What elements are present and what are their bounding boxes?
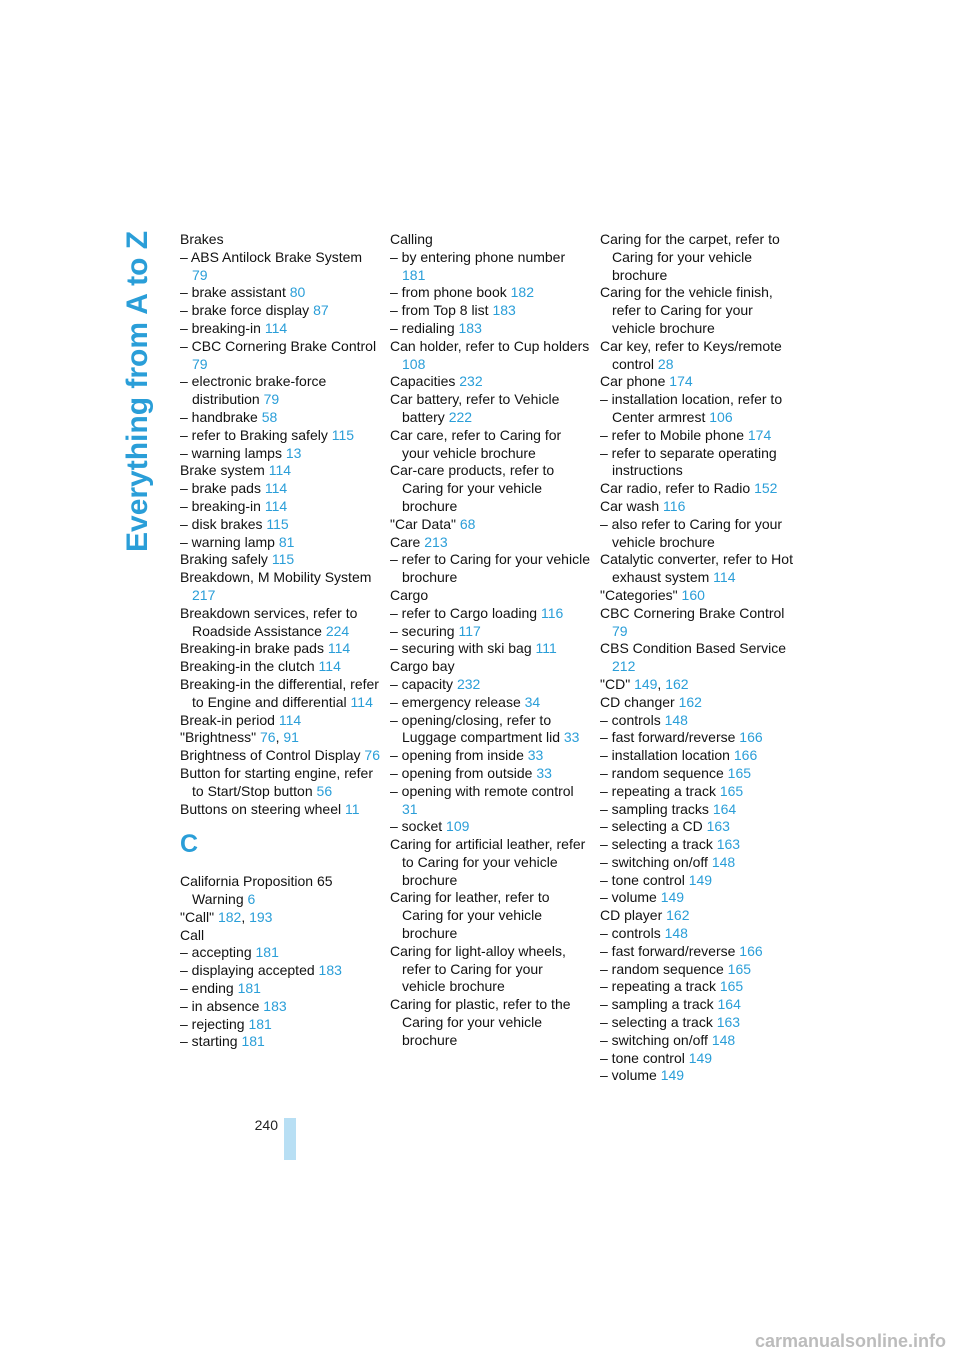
index-entry-text: – CBC Cornering Brake Control <box>180 337 377 354</box>
index-entry <box>600 996 800 1014</box>
index-entry-text: Buttons on steering wheel <box>180 800 342 817</box>
page-link[interactable]: 115 <box>266 515 289 532</box>
index-entry <box>600 640 800 676</box>
page-link[interactable]: 181 <box>241 1033 265 1050</box>
index-entry: "Brightness" 76, 91 <box>180 729 299 746</box>
page-link[interactable]: 166 <box>739 729 763 746</box>
index-entry <box>390 587 590 605</box>
index-entry <box>180 320 380 338</box>
index-entry-text: California Proposition 65 Warning <box>180 873 333 908</box>
index-entry-text: – volume <box>600 1067 657 1084</box>
index-entry-text: Car care, refer to Caring for your vehicle brochure <box>390 426 562 461</box>
index-entry <box>600 978 800 996</box>
index-entry <box>180 516 380 534</box>
index-column-1 <box>180 231 380 1051</box>
index-entry-text: – refer to Cargo loading <box>390 604 538 621</box>
page-link[interactable]: 91 <box>283 729 299 746</box>
page-link[interactable]: 79 <box>192 355 208 372</box>
index-entry-text: Car wash <box>600 497 660 514</box>
index-entry <box>600 907 800 925</box>
index-entry <box>180 747 380 765</box>
page-link[interactable]: 115 <box>331 426 355 443</box>
index-entry <box>180 658 380 676</box>
page-link[interactable]: 163 <box>716 836 741 853</box>
index-entry-text: Breakdown services, refer to Roadside Assistance <box>180 604 358 639</box>
page-link[interactable]: 33 <box>536 764 552 781</box>
index-entry <box>600 818 800 836</box>
index-entry <box>180 676 380 712</box>
page-link[interactable]: 13 <box>285 444 302 461</box>
index-entry-text: – brake pads <box>180 480 261 497</box>
index-entry-text: – from phone book <box>390 284 507 301</box>
index-entry <box>390 640 590 658</box>
index-entry <box>600 587 800 605</box>
index-entry-text: – refer to separate operating instructions <box>600 444 777 479</box>
index-entry <box>390 712 590 748</box>
index-entry-text: – switching on/off <box>600 853 708 870</box>
index-entry <box>180 962 380 980</box>
page-link[interactable]: 181 <box>255 944 279 961</box>
page-link[interactable]: 33 <box>527 747 544 764</box>
index-entry-text: – electronic brake-force distribution <box>180 373 327 408</box>
index-entry-text: – selecting a track <box>600 836 713 853</box>
index-entry <box>600 516 800 552</box>
index-entry <box>390 605 590 623</box>
index-entry-text: Caring for the carpet, refer to Caring for your vehicle brochure <box>600 231 780 283</box>
index-entry-text: – brake force display <box>180 302 310 319</box>
index-entry-text: Car phone <box>600 373 666 390</box>
index-entry <box>600 694 800 712</box>
index-entry <box>180 249 380 285</box>
index-entry-text: – refer to Caring for your vehicle brochure <box>390 551 590 586</box>
index-entry-text: – displaying accepted <box>180 962 315 979</box>
page-link[interactable]: 213 <box>424 533 448 550</box>
index-entry-text: – repeating a track <box>600 978 716 995</box>
index-entry-text: CD player <box>600 907 663 924</box>
page-link[interactable]: 114 <box>350 693 373 710</box>
index-entry-text: Caring for leather, refer to Caring for your vehicle brochure <box>390 889 550 942</box>
index-entry <box>180 373 380 409</box>
page-link[interactable]: 149 <box>660 889 685 906</box>
index-entry <box>390 694 590 712</box>
page-link[interactable]: 114 <box>264 319 288 336</box>
page-link[interactable]: 116 <box>663 497 686 514</box>
index-entry-text: Brake system <box>180 462 265 479</box>
index-entry <box>390 516 590 534</box>
page-link[interactable]: 11 <box>345 800 360 817</box>
page-link[interactable]: 68 <box>459 515 476 532</box>
index-entry <box>600 1050 800 1068</box>
index-entry-text: – securing <box>390 622 455 639</box>
index-entry-text: – volume <box>600 889 657 906</box>
index-entry-text: – socket <box>390 818 443 835</box>
index-entry <box>390 391 590 427</box>
index-entry-text: – random sequence <box>600 960 724 977</box>
index-entry <box>180 873 380 909</box>
index-entry-text: – breaking-in <box>180 497 261 514</box>
index-entry-text: Caring for artificial leather, refer to Caring for your vehicle brochure <box>390 836 586 888</box>
index-entry-text: – by entering phone number <box>390 248 566 265</box>
index-entry-text: "Brightness" <box>180 729 257 746</box>
page-link[interactable]: 174 <box>747 426 772 443</box>
page-link[interactable]: 149 <box>688 871 713 888</box>
index-entry-text: – breaking-in <box>180 319 261 336</box>
index-entry <box>390 676 590 694</box>
page-link[interactable]: 232 <box>456 675 481 692</box>
index-entry <box>180 927 380 945</box>
index-entry: "CD" 149, 162 <box>600 675 689 692</box>
page-link[interactable]: 109 <box>446 818 470 835</box>
index-entry-text: – capacity <box>390 675 454 692</box>
index-entry-text: – opening from inside <box>390 747 524 764</box>
page-link[interactable]: 162 <box>665 675 689 692</box>
index-entry <box>180 445 380 463</box>
page-link[interactable]: 182 <box>217 908 242 925</box>
index-entry-text: – warning lamp <box>180 533 275 550</box>
page-link[interactable]: 183 <box>263 997 287 1014</box>
index-entry <box>390 996 590 1049</box>
index-entry <box>600 338 800 374</box>
page-link[interactable]: 114 <box>278 711 302 728</box>
index-entry-text: Braking safely <box>180 551 268 568</box>
index-entry <box>600 231 800 284</box>
page-link[interactable]: 224 <box>325 622 350 639</box>
page-link[interactable]: 148 <box>664 711 688 728</box>
index-entry-text: Can holder, refer to Cup holders <box>390 337 590 354</box>
page-link[interactable]: 165 <box>727 960 752 977</box>
page-link[interactable]: 56 <box>316 782 333 799</box>
index-entry <box>600 605 800 641</box>
page-link[interactable]: 149 <box>688 1049 713 1066</box>
page-link[interactable]: 79 <box>263 391 280 408</box>
page-link[interactable]: 114 <box>264 497 288 514</box>
index-entry <box>600 872 800 890</box>
index-entry-text: – refer to Braking safely <box>180 426 328 443</box>
index-entry-text: Caring for plastic, refer to the Caring for your vehicle brochure <box>390 996 571 1048</box>
page-link[interactable]: 183 <box>318 962 342 979</box>
page-link[interactable]: 183 <box>458 319 482 336</box>
index-entry-text: – in absence <box>180 997 260 1014</box>
page-link[interactable]: 163 <box>706 818 730 835</box>
index-entry <box>390 231 590 249</box>
page-link[interactable]: 183 <box>492 302 516 319</box>
page-link[interactable]: 152 <box>754 480 778 497</box>
index-entry-text: – controls <box>600 925 661 942</box>
index-entry-text: – controls <box>600 711 661 728</box>
index-entry-text: – fast forward/reverse <box>600 942 736 959</box>
index-entry <box>180 534 380 552</box>
index-entry-text: – opening from outside <box>390 764 533 781</box>
page-link[interactable]: 114 <box>264 480 288 497</box>
index-entry <box>180 551 380 569</box>
index-entry-text: – fast forward/reverse <box>600 729 736 746</box>
page-link[interactable]: 162 <box>678 693 702 710</box>
index-entry <box>390 551 590 587</box>
index-entry-text: Brakes <box>180 231 224 247</box>
index-entry-text: – starting <box>180 1033 238 1050</box>
index-entry-text: CBS Condition Based Service <box>600 640 786 657</box>
index-entry-text: Car-care products, refer to Caring for your vehicle brochure <box>390 462 555 514</box>
page-link[interactable]: 108 <box>402 355 426 372</box>
page-link[interactable]: 117 <box>458 622 481 639</box>
index-entry-text: Caring for light-alloy wheels, refer to Caring for your vehicle brochure <box>390 942 566 995</box>
index-entry-text: – selecting a CD <box>600 818 703 835</box>
index-entry <box>180 498 380 516</box>
index-entry-text: – repeating a track <box>600 782 716 799</box>
page-link[interactable]: 182 <box>510 284 534 301</box>
index-entry-text: Car radio, refer to Radio <box>600 480 751 497</box>
index-entry <box>600 925 800 943</box>
index-entry <box>390 623 590 641</box>
page-link[interactable]: 181 <box>237 980 261 997</box>
index-entry <box>180 712 380 730</box>
index-entry-text: Caring for the vehicle finish, refer to Caring for your vehicle brochure <box>600 284 773 336</box>
index-entry <box>180 284 380 302</box>
index-entry-text: Call <box>180 926 205 943</box>
index-entry-text: – selecting a track <box>600 1014 713 1031</box>
index-entry-text: – emergency release <box>390 693 521 710</box>
index-column-3 <box>600 231 800 1085</box>
index-entry <box>390 765 590 783</box>
index-entry-text: – opening with remote control <box>390 782 574 799</box>
index-entry <box>180 427 380 445</box>
index-entry <box>600 1067 800 1085</box>
page-link[interactable]: 193 <box>249 908 273 925</box>
index-entry-text: Breaking-in the differential, refer to Engine and differential <box>180 675 379 710</box>
index-entry <box>600 498 800 516</box>
page-link[interactable]: 115 <box>271 551 295 568</box>
page-link[interactable]: 181 <box>248 1015 272 1032</box>
page-link[interactable]: 81 <box>278 533 295 550</box>
footer-watermark: carmanualsonline.info <box>754 1331 946 1351</box>
index-entry-text: Cargo <box>390 586 429 603</box>
index-entry-text: Cargo bay <box>390 658 455 675</box>
index-entry-text: – installation location, refer to Center armrest <box>600 391 783 425</box>
index-entry-text: "Categories" <box>600 586 678 603</box>
side-title: Everything from A to Z <box>121 230 154 552</box>
index-entry <box>180 569 380 605</box>
index-entry <box>390 249 590 285</box>
index-entry <box>600 783 800 801</box>
index-entry <box>390 836 590 889</box>
page-link[interactable]: 76 <box>259 729 276 746</box>
index-entry-text: Breaking-in the clutch <box>180 658 315 675</box>
index-entry <box>600 480 800 498</box>
index-entry-text: – brake assistant <box>180 284 286 301</box>
index-entry <box>390 373 590 391</box>
index-entry <box>390 783 590 819</box>
page-link[interactable]: 148 <box>711 853 736 870</box>
index-entry-text: Breakdown, M Mobility System <box>180 569 372 586</box>
page-link[interactable]: 114 <box>268 462 292 479</box>
index-entry-text: – tone control <box>600 871 685 888</box>
index-entry <box>600 1014 800 1032</box>
index-entry-text: Break-in period <box>180 711 275 728</box>
index-entry <box>180 1016 380 1034</box>
page-link[interactable]: 149 <box>660 1067 685 1084</box>
page-number-bar <box>284 1118 296 1160</box>
index-entry <box>390 658 590 676</box>
index-entry <box>390 427 590 463</box>
index-entry <box>180 944 380 962</box>
page-link[interactable]: 80 <box>289 284 306 301</box>
index-entry-text: "CD" <box>600 675 631 692</box>
index-entry-text: – refer to Mobile phone <box>600 426 744 443</box>
index-entry-text: – from Top 8 list <box>390 302 489 319</box>
page-link[interactable]: 164 <box>712 800 737 817</box>
page-link[interactable]: 165 <box>719 782 744 799</box>
index-entry <box>180 998 380 1016</box>
page-link[interactable]: 222 <box>448 408 473 425</box>
page-link[interactable]: 165 <box>719 978 744 995</box>
index-entry <box>390 747 590 765</box>
page-link[interactable]: 114 <box>327 640 351 657</box>
page-link[interactable]: 217 <box>192 586 216 603</box>
index-entry-text: Car key, refer to Keys/remote control <box>600 337 782 372</box>
page-link[interactable]: 166 <box>733 747 758 764</box>
page-link[interactable]: 162 <box>666 907 690 924</box>
page-link[interactable]: 181 <box>402 266 426 283</box>
index-entry-text: Catalytic converter, refer to Hot exhaust system <box>600 551 793 586</box>
page-link[interactable]: 114 <box>318 658 341 675</box>
index-entry <box>180 765 380 801</box>
index-entry <box>390 462 590 515</box>
page-link[interactable]: 87 <box>313 302 329 319</box>
index-entry <box>180 1033 380 1051</box>
page-link[interactable]: 58 <box>261 408 278 425</box>
page-link[interactable]: 79 <box>612 622 628 639</box>
index-entry <box>600 284 800 337</box>
index-entry-text: – random sequence <box>600 764 724 781</box>
index-entry: "Call" 182, 193 <box>180 908 273 925</box>
index-entry <box>180 231 380 249</box>
index-entry <box>600 729 800 747</box>
index-entry <box>180 462 380 480</box>
index-entry-text: – securing with ski bag <box>390 640 532 657</box>
page-link[interactable]: 76 <box>364 747 380 764</box>
index-entry <box>600 836 800 854</box>
index-entry <box>390 284 590 302</box>
index-entry-text: – accepting <box>180 944 252 961</box>
index-entry-text: Brightness of Control Display <box>180 747 361 764</box>
page-link[interactable]: 114 <box>713 569 736 586</box>
index-entry-text: Capacities <box>390 373 456 390</box>
index-entry <box>600 765 800 783</box>
page-link[interactable]: 79 <box>192 266 208 283</box>
index-entry-text: – sampling a track <box>600 996 714 1013</box>
index-entry <box>600 445 800 481</box>
page-link[interactable]: 148 <box>664 925 688 942</box>
page-link[interactable]: 163 <box>716 1014 741 1031</box>
index-entry <box>600 801 800 819</box>
page-link[interactable]: 164 <box>717 996 741 1013</box>
index-entry <box>600 427 800 445</box>
index-entry <box>180 640 380 658</box>
index-entry-text: – installation location <box>600 747 730 764</box>
index-entry-text: – handbrake <box>180 408 258 425</box>
index-entry-text: – disk brakes <box>180 515 263 532</box>
index-entry <box>390 889 590 942</box>
index-letter-heading: C <box>180 830 199 859</box>
index-entry-text: – sampling tracks <box>600 800 709 817</box>
page-number: 240 <box>254 1117 278 1133</box>
page-link[interactable]: 160 <box>681 586 705 603</box>
index-entry <box>600 747 800 765</box>
index-entry <box>180 338 380 374</box>
index-entry <box>390 320 590 338</box>
index-entry-text: "Car Data" <box>390 515 456 532</box>
index-entry-text: – ending <box>180 980 234 997</box>
page-link[interactable]: 106 <box>709 408 733 425</box>
index-entry-text: – opening/closing, refer to Luggage compartment lid <box>390 711 560 746</box>
index-entry <box>600 961 800 979</box>
index-entry <box>390 338 590 374</box>
index-entry <box>180 801 380 819</box>
index-entry-text: – rejecting <box>180 1015 245 1032</box>
page-link[interactable]: 31 <box>402 800 418 817</box>
index-entry <box>180 980 380 998</box>
index-entry-text: Calling <box>390 231 433 247</box>
index-entry <box>180 302 380 320</box>
index-entry <box>390 534 590 552</box>
index-entry <box>600 712 800 730</box>
index-entry-text: CBC Cornering Brake Control <box>600 604 785 621</box>
index-entry <box>600 1032 800 1050</box>
index-entry <box>600 854 800 872</box>
index-entry <box>600 373 800 391</box>
index-entry-text: CD changer <box>600 693 675 710</box>
page-link[interactable]: 149 <box>634 675 658 692</box>
page-link[interactable]: 148 <box>711 1031 736 1048</box>
index-entry-text: Care <box>390 533 421 550</box>
page-link[interactable]: 34 <box>524 693 541 710</box>
index-entry <box>180 605 380 641</box>
index-entry <box>390 302 590 320</box>
index-entry-text: Button for starting engine, refer to Start/Stop button <box>180 764 373 799</box>
index-entry <box>600 391 800 427</box>
page-link[interactable]: 111 <box>535 640 557 657</box>
index-entry <box>600 889 800 907</box>
page-link[interactable]: 212 <box>612 658 636 675</box>
index-entry-text: – ABS Antilock Brake System <box>180 248 363 265</box>
page-link[interactable]: 116 <box>540 604 564 621</box>
index-entry-text: Breaking-in brake pads <box>180 640 324 657</box>
page-link[interactable]: 33 <box>563 729 580 746</box>
page-link[interactable]: 6 <box>247 891 256 908</box>
index-entry <box>390 818 590 836</box>
index-entry <box>390 943 590 996</box>
index-entry <box>600 551 800 587</box>
page-link[interactable]: 28 <box>657 355 674 372</box>
index-entry-text: – tone control <box>600 1049 685 1066</box>
index-entry-text: – switching on/off <box>600 1031 708 1048</box>
index-entry <box>180 409 380 427</box>
index-entry-text: – also refer to Caring for your vehicle brochure <box>600 515 783 550</box>
page-link[interactable]: 165 <box>727 764 752 781</box>
index-entry <box>600 943 800 961</box>
page-link[interactable]: 232 <box>459 373 483 390</box>
page-link[interactable]: 166 <box>739 942 763 959</box>
index-entry-text: "Call" <box>180 908 215 925</box>
index-entry-text: – redialing <box>390 319 455 336</box>
page-link[interactable]: 174 <box>669 373 693 390</box>
index-entry <box>180 480 380 498</box>
index-entry-text: – warning lamps <box>180 444 282 461</box>
index-entry-text: Car battery, refer to Vehicle battery <box>390 391 560 425</box>
index-column-2 <box>390 231 590 1050</box>
